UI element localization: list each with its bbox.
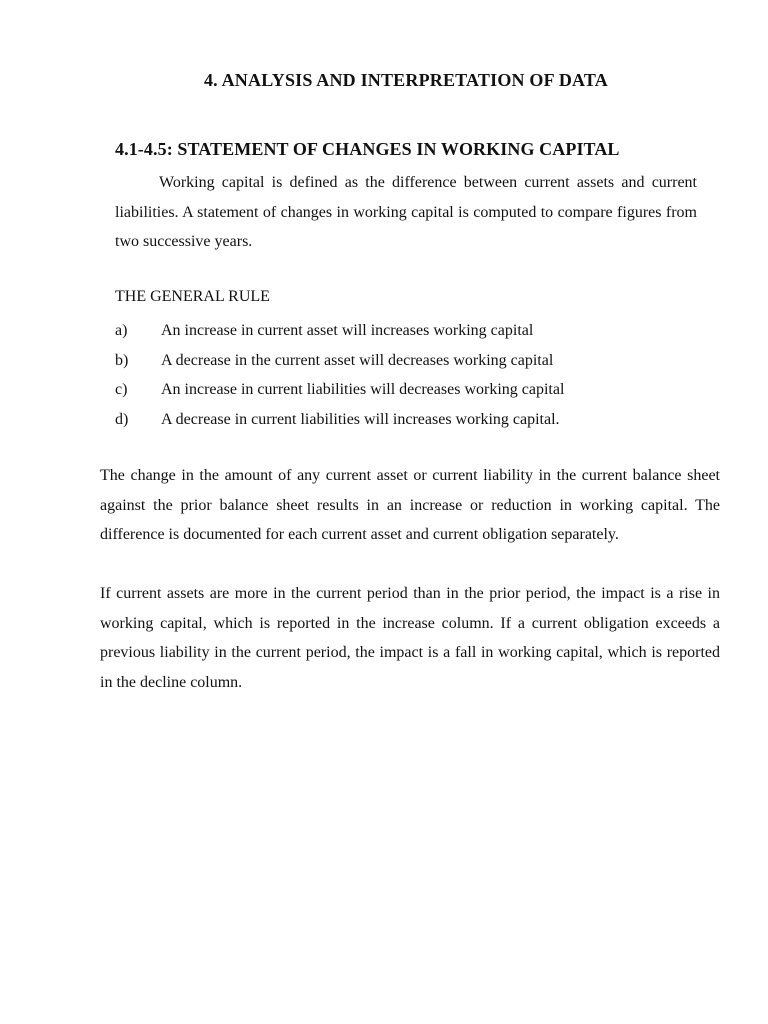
rule-marker: a)	[115, 322, 128, 339]
general-rule-heading: THE GENERAL RULE	[115, 288, 270, 305]
rule-text: An increase in current liabilities will decreases working capital	[161, 381, 565, 398]
general-rule-list	[115, 316, 705, 434]
rule-marker: b)	[115, 351, 129, 369]
rule-text: A decrease in current liabilities will increases working capital.	[161, 410, 560, 428]
rule-item-c	[115, 375, 705, 405]
rule-item-a	[115, 316, 705, 346]
body-paragraph: If current assets are more in the current period than in the prior period, the impact is a rise in working capital, which is reported in the increase column. If a current obligation exceeds a previous liability in the current period, the impact is a fall in working capital, which is reported in the decline column.	[100, 585, 720, 691]
body-paragraph: The change in the amount of any current asset or current liability in the current balance sheet against the prior balance sheet results in an increase or reduction in working capital. The difference is documented for each current asset and current obligation separately.	[100, 467, 720, 543]
rule-text: An increase in current asset will increases working capital	[161, 322, 534, 339]
chapter-title: 4. ANALYSIS AND INTERPRETATION OF DATA	[203, 70, 608, 90]
rule-text: A decrease in the current asset will decreases working capital	[161, 351, 554, 369]
rule-marker: c)	[115, 381, 128, 398]
section-heading: 4.1-4.5: STATEMENT OF CHANGES IN WORKING CAPITAL	[115, 139, 620, 159]
rule-item-b	[115, 346, 705, 376]
intro-paragraph: Working capital is defined as the difference between current assets and current liabilities. A statement of changes in working capital is computed to compare figures from two successive years.	[115, 174, 697, 250]
rule-item-d	[115, 405, 705, 435]
rule-marker: d)	[115, 410, 129, 428]
